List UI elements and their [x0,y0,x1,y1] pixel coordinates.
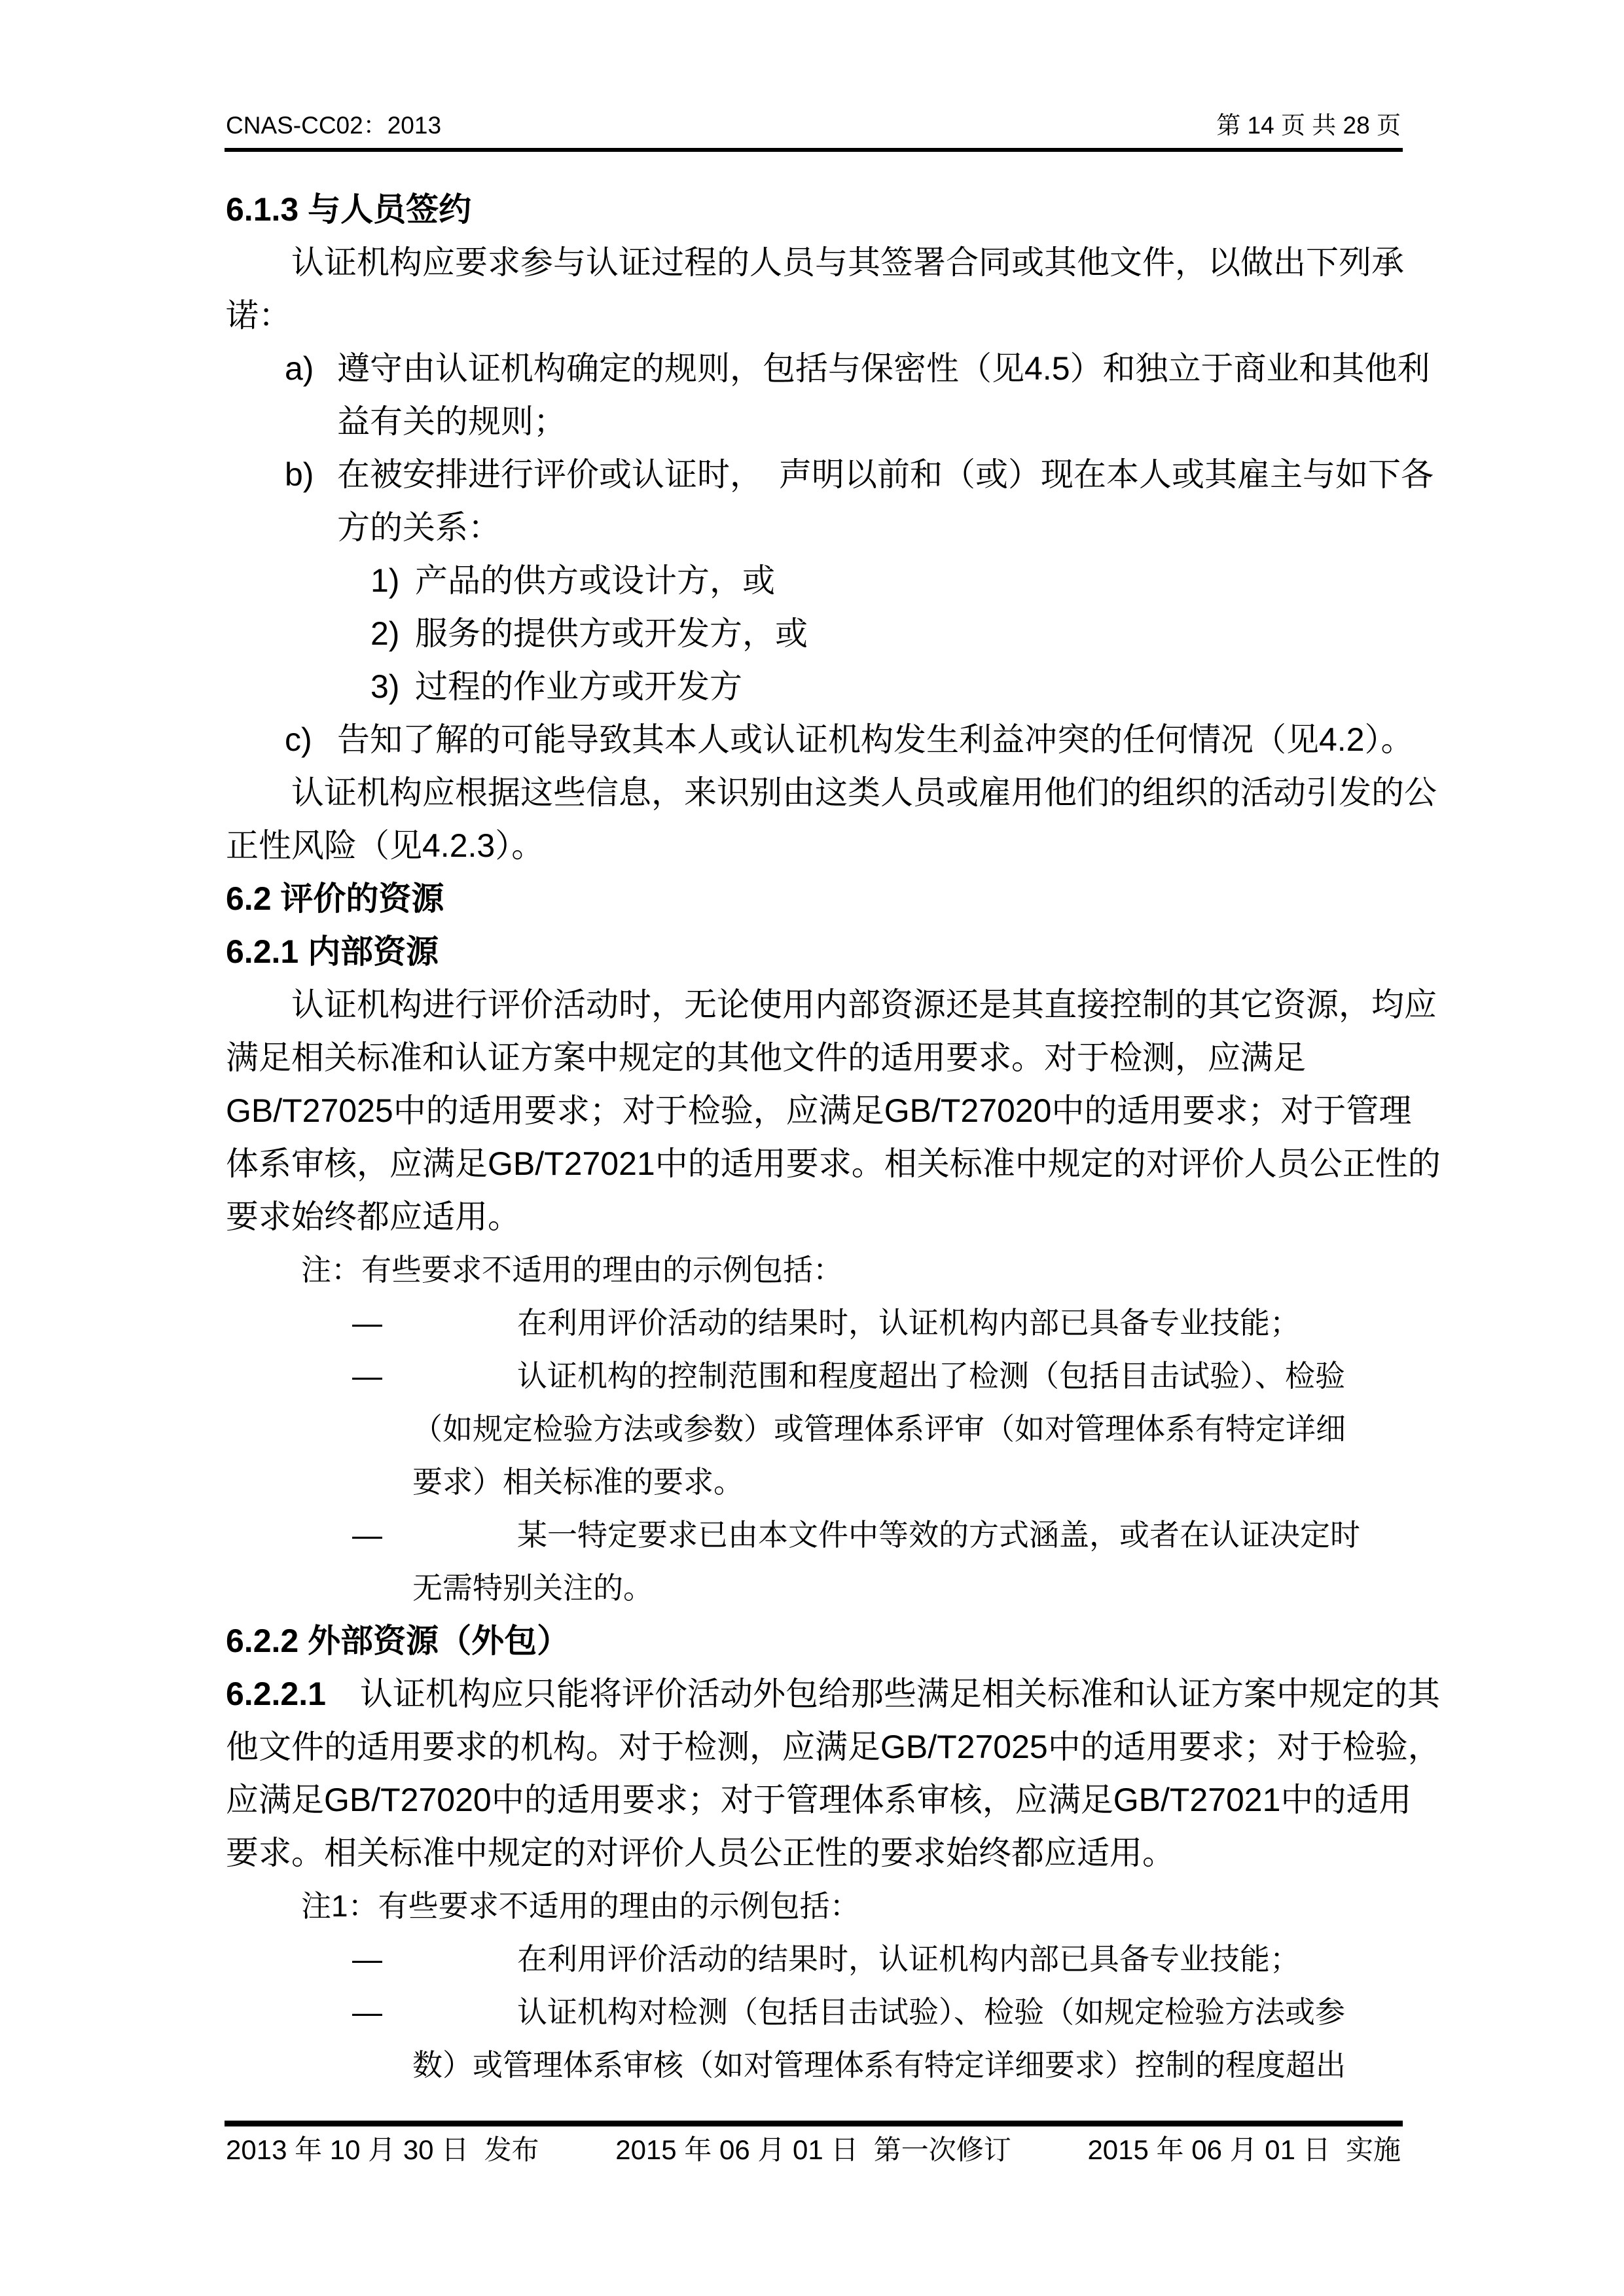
footer-rule [225,2121,1403,2126]
line-text: 在利用评价活动的结果时，认证机构内部已具备专业技能； [517,1306,1300,1340]
text-line: 认证机构应根据这些信息，来识别由这类人员或雇用他们的组织的活动引发的公 [291,774,1437,811]
list-marker: c) [285,721,312,758]
text-line: 益有关的规则； [337,403,566,440]
line-text: 认证机构对检测（包括目击试验）、检验（如规定检验方法或参 [517,1995,1345,2029]
text-line: 体系审核，应满足GB/T27021中的适用要求。相关标准中规定的对评价人员公正性的 [226,1145,1441,1182]
text-line: 认证机构应要求参与认证过程的人员与其签署合同或其他文件，以做出下列承 [291,244,1404,281]
document-code: CNAS-CC02：2013 [226,112,442,139]
text-line: 满足相关标准和认证方案中规定的其他文件的适用要求。对于检测，应满足 [226,1039,1306,1076]
page-number: 第 14 页 共 28 页 [1216,112,1401,139]
line-text: 遵守由认证机构确定的规则，包括与保密性（见4.5）和独立于商业和其他利 [337,350,1430,387]
line-text: 在利用评价活动的结果时，认证机构内部已具备专业技能； [517,1942,1300,1976]
line-text: 在被安排进行评价或认证时， 声明以前和（或）现在本人或其雇主与如下各 [337,456,1434,493]
text-line: 应满足GB/T27020中的适用要求；对于管理体系审核，应满足GB/T27021中的适用 [226,1782,1412,1818]
text-line [0,607,1624,660]
text-line [0,660,1624,713]
line-text: 过程的作业方或开发方 [415,668,742,705]
text-line: 数）或管理体系审核（如对管理体系有特定详细要求）控制的程度超出 [412,2048,1346,2082]
text-line [0,1933,1624,1986]
list-marker: 3) [370,668,400,705]
text-line [0,713,1624,766]
text-line [0,1297,1624,1350]
text-line: 要求）相关标准的要求。 [412,1465,744,1499]
heading-line: 6.1.3 与人员签约 [226,191,472,228]
text-line [0,554,1624,607]
text-line: 注：有些要求不适用的理由的示例包括： [301,1253,843,1287]
text-line: 要求。相关标准中规定的对评价人员公正性的要求始终都应适用。 [226,1835,1175,1871]
list-marker: 6.2.2.1 [226,1676,326,1712]
list-marker: — [352,1942,382,1976]
list-marker: — [352,1518,382,1552]
text-line [0,1350,1624,1403]
text-line: 无需特别关注的。 [412,1571,653,1605]
text-line: 诺： [226,297,291,334]
text-line: （如规定检验方法或参数）或管理体系评审（如对管理体系有特定详细 [412,1412,1346,1446]
heading-line [0,1668,1624,1721]
list-marker: — [352,1359,382,1393]
line-text: 认证机构应只能将评价活动外包给那些满足相关标准和认证方案中规定的其 [360,1676,1440,1712]
list-marker: — [352,1995,382,2029]
heading-line: 6.2.1 内部资源 [226,933,439,970]
text-line: 要求始终都应适用。 [226,1198,520,1235]
line-text: 某一特定要求已由本文件中等效的方式涵盖，或者在认证决定时 [517,1518,1360,1552]
heading-line: 6.2.2 外部资源（外包） [226,1623,570,1659]
list-marker: a) [285,350,314,387]
list-marker: b) [285,456,314,493]
text-line: 正性风险（见4.2.3）。 [226,827,545,864]
footer-publish-date: 2013 年 10 月 30 日 发布 [226,2134,539,2165]
body-lines [0,183,1624,2092]
text-line: 方的关系： [337,509,501,546]
text-line: 注1：有些要求不适用的理由的示例包括： [301,1889,860,1923]
list-marker: 1) [370,562,400,599]
header-rule [225,148,1403,152]
text-line [0,342,1624,395]
text-line [0,448,1624,501]
text-line [0,1986,1624,2039]
heading-line: 6.2 评价的资源 [226,880,444,917]
page-footer [226,2135,1401,2165]
footer-revision-date: 2015 年 06 月 01 日 第一次修订 [615,2134,1011,2165]
line-text: 认证机构的控制范围和程度超出了检测（包括目击试验）、检验 [517,1359,1345,1393]
list-marker: 2) [370,615,400,652]
line-text: 告知了解的可能导致其本人或认证机构发生利益冲突的任何情况（见4.2）。 [337,721,1414,758]
text-line: GB/T27025中的适用要求；对于检验，应满足GB/T27020中的适用要求；对于管理 [226,1092,1412,1129]
text-line: 认证机构进行评价活动时，无论使用内部资源还是其直接控制的其它资源，均应 [291,986,1437,1023]
page-header [226,113,1401,139]
text-line [0,1509,1624,1562]
line-text: 产品的供方或设计方，或 [415,562,775,599]
line-text: 服务的提供方或开发方，或 [415,615,808,652]
footer-implement-date: 2015 年 06 月 01 日 实施 [1087,2134,1401,2165]
list-marker: — [352,1306,382,1340]
text-line: 他文件的适用要求的机构。对于检测，应满足GB/T27025中的适用要求；对于检验， [226,1729,1441,1765]
